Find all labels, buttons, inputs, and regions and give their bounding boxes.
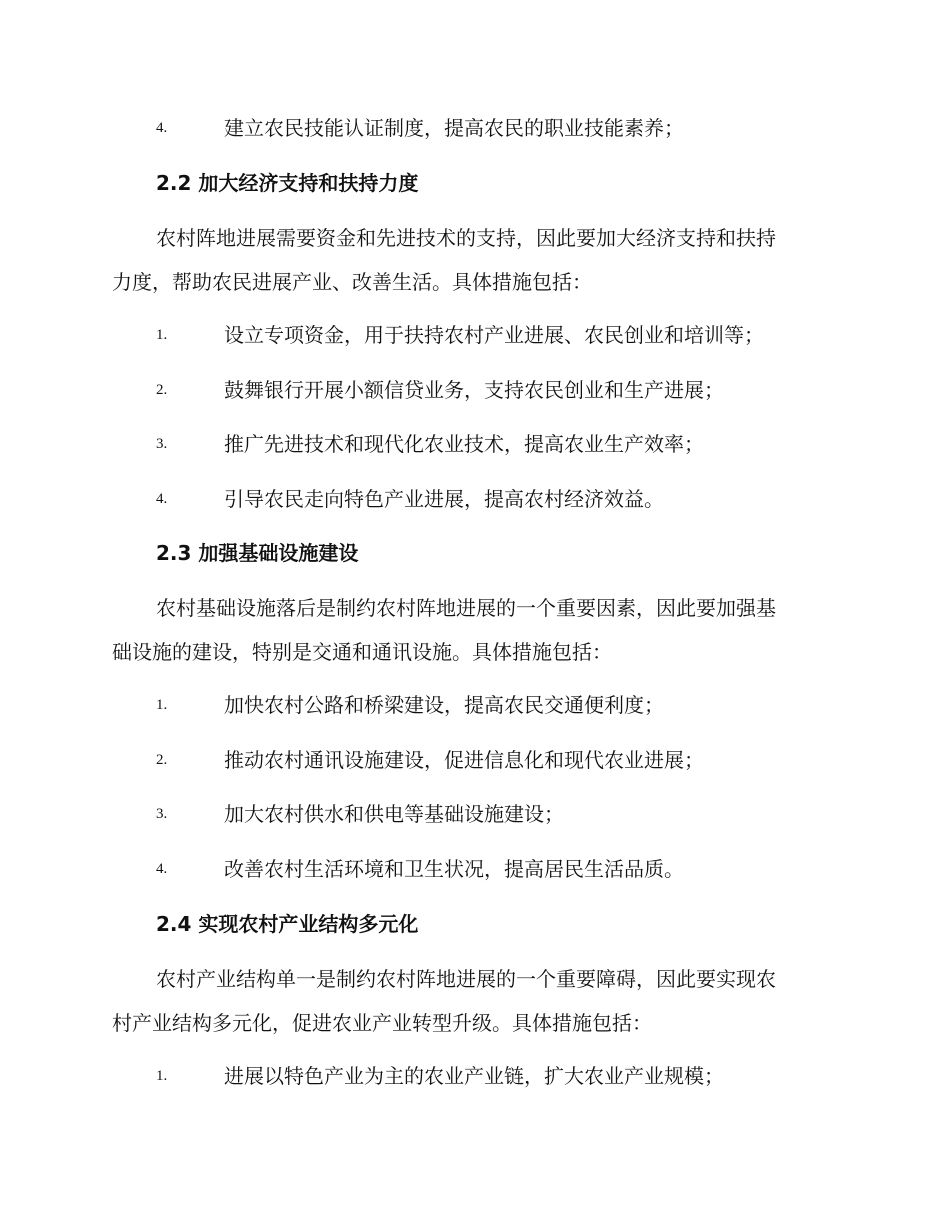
section-heading: 2.4 实现农村产业结构多元化 bbox=[156, 912, 419, 936]
list-text: 推动农村通讯设施建设，促进信息化和现代农业进展； bbox=[224, 748, 704, 772]
list-item bbox=[0, 800, 950, 828]
list-item bbox=[0, 746, 950, 774]
list-text: 加快农村公路和桥梁建设，提高农民交通便利度； bbox=[224, 693, 664, 717]
paragraph-line: 础设施的建设，特别是交通和通讯设施。具体措施包括： bbox=[112, 640, 612, 664]
list-item bbox=[0, 430, 950, 458]
paragraph-line: 农村基础设施落后是制约农村阵地进展的一个重要因素，因此要加强基 bbox=[156, 596, 776, 620]
list-text: 推广先进技术和现代化农业技术，提高农业生产效率； bbox=[224, 432, 704, 456]
list-number: 2. bbox=[156, 752, 168, 768]
list-text: 加大农村供水和供电等基础设施建设； bbox=[224, 802, 564, 826]
paragraph-line: 村产业结构多元化，促进农业产业转型升级。具体措施包括： bbox=[112, 1011, 652, 1035]
section-paragraph bbox=[112, 594, 834, 682]
list-number: 3. bbox=[156, 436, 168, 452]
section-paragraph bbox=[112, 965, 834, 1053]
list-number: 4. bbox=[156, 861, 168, 877]
paragraph-line: 农村产业结构单一是制约农村阵地进展的一个重要障碍，因此要实现农 bbox=[156, 967, 776, 991]
list-item bbox=[0, 376, 950, 404]
paragraph-line: 力度，帮助农民进展产业、改善生活。具体措施包括： bbox=[112, 270, 592, 294]
list-number: 4. bbox=[156, 120, 168, 136]
list-item bbox=[0, 691, 950, 719]
list-text: 改善农村生活环境和卫生状况，提高居民生活品质。 bbox=[224, 857, 684, 881]
list-number: 1. bbox=[156, 327, 168, 343]
list-item bbox=[0, 114, 950, 142]
list-text: 引导农民走向特色产业进展，提高农村经济效益。 bbox=[224, 487, 664, 511]
list-item bbox=[0, 855, 950, 883]
list-item bbox=[0, 321, 950, 349]
section-heading: 2.3 加强基础设施建设 bbox=[156, 541, 359, 565]
paragraph-line: 农村阵地进展需要资金和先进技术的支持，因此要加大经济支持和扶持 bbox=[156, 226, 776, 250]
list-number: 3. bbox=[156, 806, 168, 822]
section-paragraph bbox=[112, 224, 834, 312]
list-number: 4. bbox=[156, 491, 168, 507]
list-number: 2. bbox=[156, 382, 168, 398]
list-number: 1. bbox=[156, 1068, 168, 1084]
list-item bbox=[0, 485, 950, 513]
list-number: 1. bbox=[156, 697, 168, 713]
list-text: 进展以特色产业为主的农业产业链，扩大农业产业规模； bbox=[224, 1064, 724, 1088]
list-item bbox=[0, 1062, 950, 1090]
list-text: 鼓舞银行开展小额信贷业务，支持农民创业和生产进展； bbox=[224, 378, 724, 402]
section-heading: 2.2 加大经济支持和扶持力度 bbox=[156, 171, 419, 195]
list-text: 建立农民技能认证制度，提高农民的职业技能素养； bbox=[224, 116, 684, 140]
list-text: 设立专项资金，用于扶持农村产业进展、农民创业和培训等； bbox=[224, 323, 764, 347]
